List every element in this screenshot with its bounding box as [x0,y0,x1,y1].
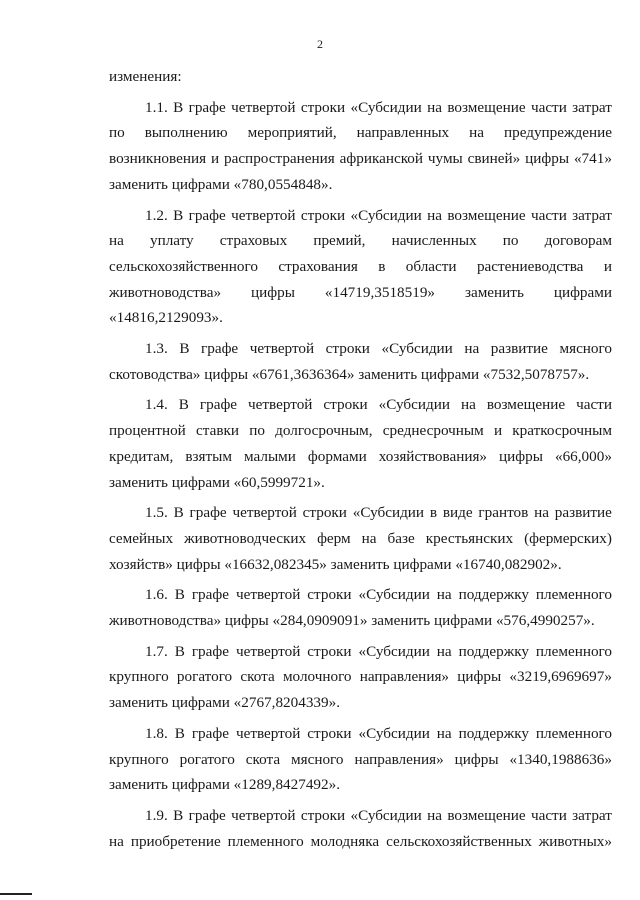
paragraph-intro [109,64,612,90]
paragraph-1-8 [109,721,612,798]
text-line: изменения: [109,68,182,85]
text-line: крупного рогатого скота молочного направления» цифры «3219,6969697» [109,668,612,686]
paragraph-1-4 [109,392,612,495]
paragraph-1-2 [109,203,612,332]
text-line: на уплату страховых премий, начисленных по договорам [109,232,612,250]
paragraph-1-5 [109,500,612,577]
text-line: сельскохозяйственного страхования в области растениеводства и [109,257,612,275]
text-line: кредитам, взятым малыми формами хозяйствования» цифры «66,000» [109,447,612,465]
text-line: заменить цифрами «60,5999721». [109,473,325,491]
text-line: 1.1. В графе четвертой строки «Субсидии на возмещение части затрат [145,98,612,116]
paragraph-1-6 [109,582,612,633]
text-line: заменить цифрами «1289,8427492». [109,776,340,794]
page-edge-mark [0,893,32,895]
text-line: хозяйств» цифры «16632,082345» заменить цифрами «16740,082902». [109,555,562,573]
text-line: процентной ставки по долгосрочным, среднесрочным и краткосрочным [109,422,612,440]
text-line: 1.9. В графе четвертой строки «Субсидии на возмещение части затрат [145,806,612,824]
text-line: возникновения и распространения африканской чумы свиней» цифры «741» [109,150,612,168]
text-line: 1.7. В графе четвертой строки «Субсидии на поддержку племенного [145,642,612,660]
text-line: 1.6. В графе четвертой строки «Субсидии на поддержку племенного [145,586,612,604]
text-line: 1.2. В графе четвертой строки «Субсидии на возмещение части затрат [145,206,612,224]
text-line: 1.3. В графе четвертой строки «Субсидии на развитие мясного [145,340,612,358]
text-line: заменить цифрами «780,0554848». [109,175,333,193]
text-line: животноводства» цифры «284,0909091» заменить цифрами «576,4990257». [109,612,595,630]
paragraph-1-9 [109,803,612,854]
text-line: по выполнению мероприятий, направленных на предупреждение [109,124,612,142]
text-line: 1.8. В графе четвертой строки «Субсидии на поддержку племенного [145,724,612,742]
document-body [109,64,612,859]
text-line: заменить цифрами «2767,8204339». [109,694,340,712]
paragraph-1-7 [109,639,612,716]
text-line: «14816,2129093». [109,309,223,327]
text-line: крупного рогатого скота мясного направления» цифры «1340,1988636» [109,750,612,768]
text-line: животноводства» цифры «14719,3518519» заменить цифрами [109,283,612,301]
text-line: 1.5. В графе четвертой строки «Субсидии в виде грантов на развитие [145,504,612,522]
text-line: на приобретение племенного молодняка сельскохозяйственных животных» [109,832,612,850]
page-number: 2 [317,37,323,51]
paragraph-1-3 [109,336,612,387]
text-line: 1.4. В графе четвертой строки «Субсидии на возмещение части [145,396,612,414]
text-line: семейных животноводческих ферм на базе крестьянских (фермерских) [109,529,612,547]
text-line: скотоводства» цифры «6761,3636364» заменить цифрами «7532,5078757». [109,365,590,383]
paragraph-1-1 [109,95,612,198]
